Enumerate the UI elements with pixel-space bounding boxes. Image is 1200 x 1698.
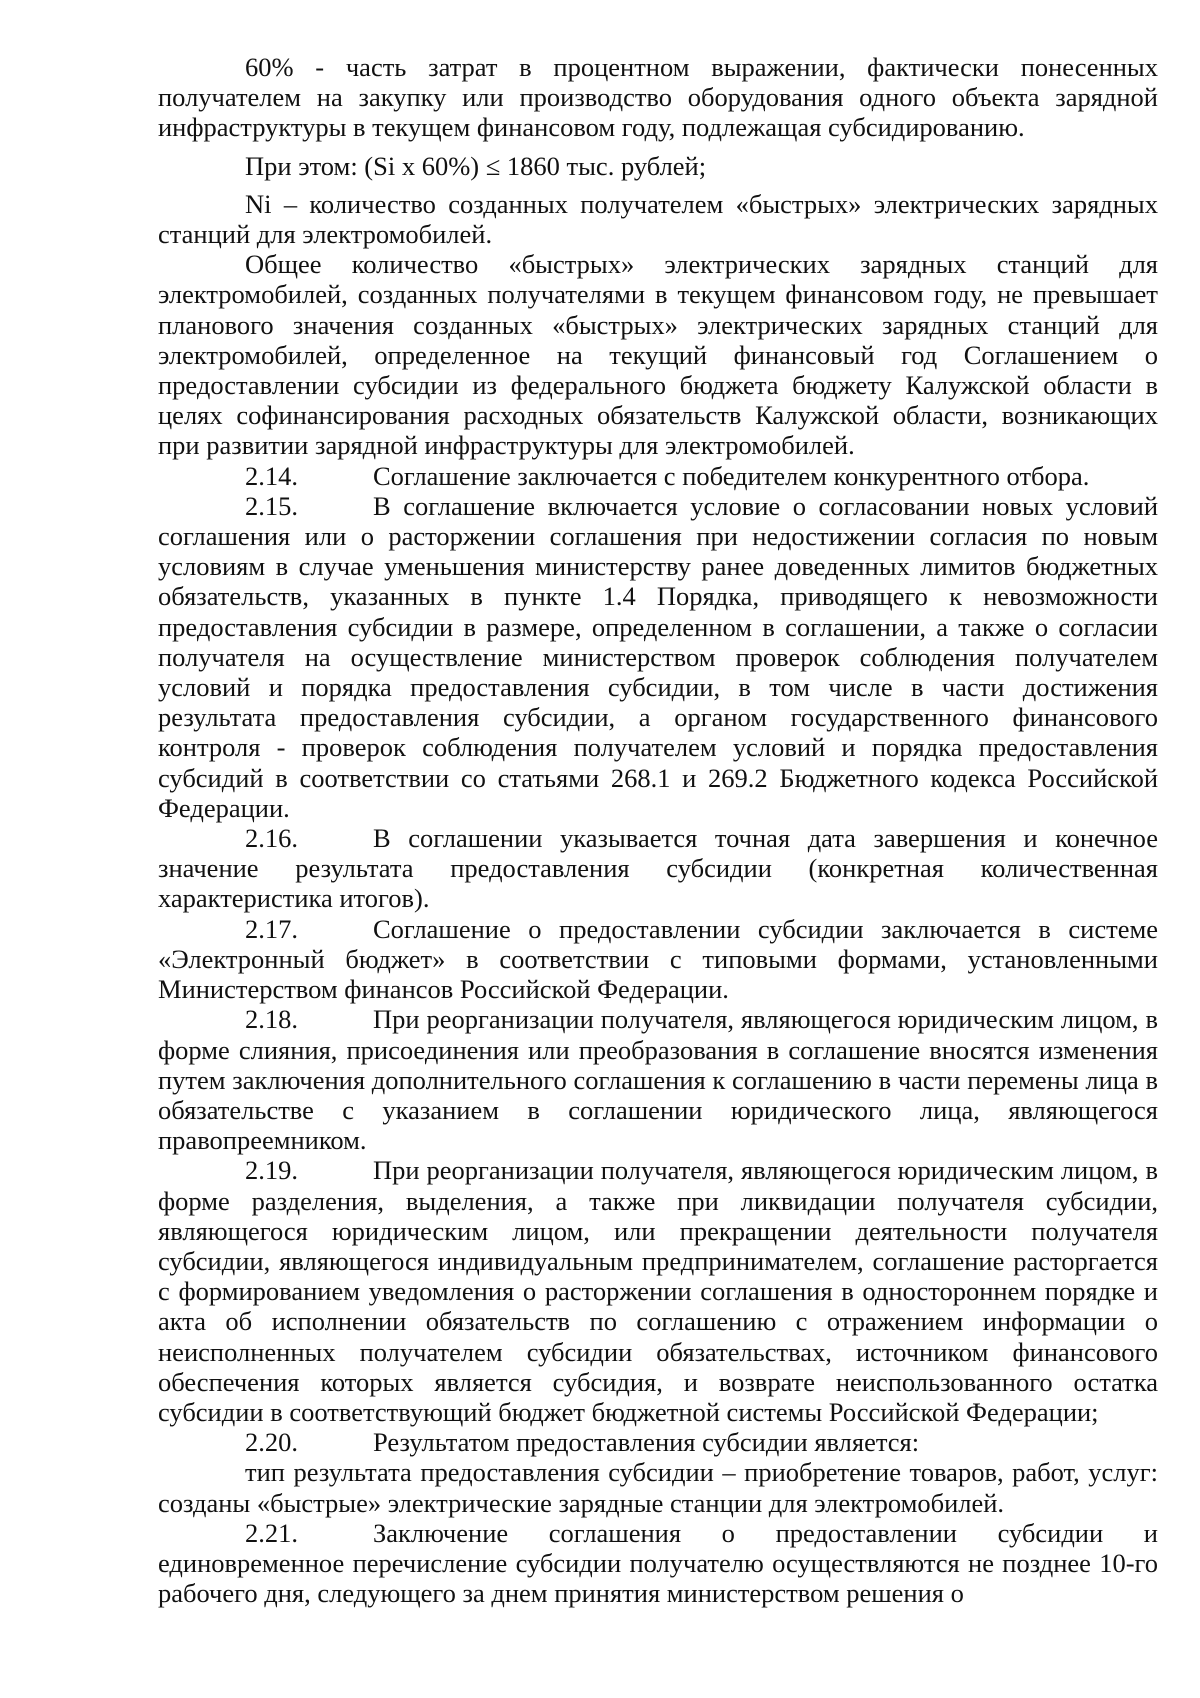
clause-2-20 [158, 1427, 1158, 1457]
clause-number: 2.17. [245, 913, 298, 944]
clause-number: 2.15. [245, 490, 298, 521]
clause-2-17 [158, 914, 1158, 1005]
paragraph-cost-share: 60% - часть затрат в процентном выражении, фактически понесенных получателем на закупку или производство оборудования одного объекта зарядной инфраструктуры в текущем финансовом году, подлежащая субсидированию. [158, 52, 1158, 143]
clause-number: 2.14. [245, 460, 298, 491]
clause-2-14 [158, 461, 1158, 491]
clause-number: 2.21. [245, 1517, 298, 1548]
clause-2-18 [158, 1004, 1158, 1155]
clause-2-16 [158, 823, 1158, 914]
clause-text: В соглашении указывается точная дата завершения и конечное значение результата предоставления субсидии (конкретная количественная характеристика итогов). [158, 823, 1158, 914]
clause-text: Результатом предоставления субсидии является: [373, 1427, 920, 1458]
clause-text: Соглашение о предоставлении субсидии заключается в системе «Электронный бюджет» в соответствии с типовыми формами, установленными Министерством финансов Российской Федерации. [158, 913, 1158, 1005]
clause-number: 2.18. [245, 1004, 298, 1035]
clause-number: 2.19. [245, 1155, 298, 1186]
paragraph-result-type: тип результата предоставления субсидии – приобретение товаров, работ, услуг: созданы «быстрые» электрические зарядные станции для электромобилей. [158, 1457, 1158, 1518]
clause-text: Заключение соглашения о предоставлении субсидии и единовременное перечисление субсидии получателю осуществляются не позднее 10-го рабочего дня, следующего за днем принятия министерством решения о [158, 1517, 1158, 1609]
clause-text: В соглашение включается условие о согласовании новых условий соглашения или о расторжении соглашения при недостижении согласия по новым условиям в случае уменьшения министерству ранее доведенных лимитов бюджетных обязательств, указанных в пункте 1.4 Порядка, приводящего к невозможности предоставления субсидии в размере, определенном в соглашении, а также о согласии получателя на осуществление министерством проверок соблюдения получателем условий и порядка предоставления субсидии, в том числе в части достижения результата предоставления субсидии, а органом государственного финансового контроля - проверок соблюдения получателем условий и порядка предоставления субсидий в соответствии со статьями 268.1 и 269.2 Бюджетного кодекса Российской Федерации. [158, 490, 1158, 823]
clause-text: При реорганизации получателя, являющегося юридическим лицом, в форме разделения, выделения, а также при ликвидации получателя субсидии, являющегося юридическим лицом, или прекращении деятельности получателя субсидии, являющегося индивидуальным предпринимателем, соглашение расторгается с формированием уведомления о расторжении соглашения в одностороннем порядке и акта об исполнении обязательств по соглашению с отражением информации о неисполненных получателем субсидии обязательствах, источником финансового обеспечения которых является субсидия, и возврате неиспользованного остатка субсидии в соответствующий бюджет бюджетной системы Российской Федерации; [158, 1155, 1158, 1427]
clause-text: Соглашение заключается с победителем конкурентного отбора. [373, 460, 1090, 491]
clause-2-21 [158, 1518, 1158, 1609]
clause-number: 2.20. [245, 1427, 298, 1458]
clause-text: При реорганизации получателя, являющегося юридическим лицом, в форме слияния, присоединения или преобразования в соглашение вносятся изменения путем заключения дополнительного соглашения к соглашению в части перемены лица в обязательстве с указанием в соглашении юридического лица, являющегося правопреемником. [158, 1004, 1158, 1156]
clause-2-19 [158, 1155, 1158, 1427]
document-page [158, 52, 1158, 1608]
paragraph-total-stations: Общее количество «быстрых» электрических зарядных станций для электромобилей, созданных получателями в текущем финансовом году, не превышает планового значения созданных «быстрых» электрических зарядных станций для электромобилей, определенное на текущий финансовый год Соглашением о предоставлении субсидии из федерального бюджета бюджету Калужской области в целях софинансирования расходных обязательств Калужской области, возникающих при развитии зарядной инфраструктуры для электромобилей. [158, 249, 1158, 461]
paragraph-ni-definition: Ni – количество созданных получателем «быстрых» электрических зарядных станций для электромобилей. [158, 188, 1158, 250]
paragraph-formula-limit: При этом: (Si x 60%) ≤ 1860 тыс. рублей; [245, 150, 707, 181]
clause-number: 2.16. [245, 823, 298, 854]
clause-2-15 [158, 491, 1158, 823]
